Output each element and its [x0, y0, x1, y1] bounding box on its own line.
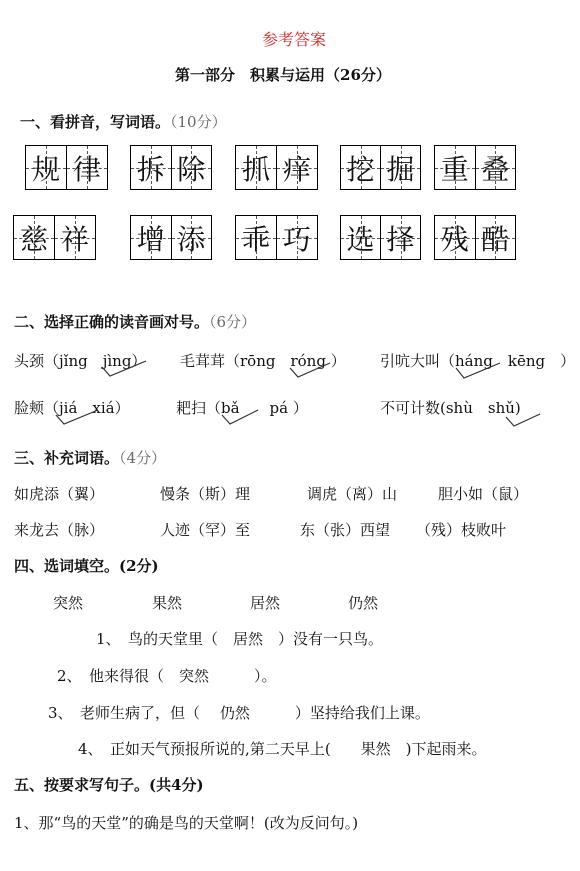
word-char: 增	[136, 222, 165, 256]
word-char: 掘	[386, 152, 415, 186]
pinyin-item: 毛茸茸（rōng róng ）	[180, 352, 346, 370]
section3-title: 三、补充词语。	[14, 449, 120, 467]
section3-points: （4分）	[119, 449, 167, 467]
word-option: 居然	[250, 594, 281, 612]
idiom-item: （残）枝败叶	[416, 521, 507, 539]
word-option: 突然	[53, 594, 84, 612]
word-box	[434, 215, 516, 260]
pinyin-item: 不可计数(shù shǔ)	[380, 399, 521, 417]
word-char: 乖	[241, 222, 270, 256]
word-char: 酷	[481, 222, 510, 256]
grid-cell	[236, 216, 276, 259]
pinyin-item: 耙扫（bǎ pá ）	[176, 399, 308, 417]
word-char: 选	[346, 222, 375, 256]
section1-points: （10分）	[170, 113, 227, 131]
word-option: 果然	[152, 594, 183, 612]
idiom-item: 如虎添（翼）	[14, 485, 105, 503]
grid-cell	[475, 216, 516, 259]
grid-cell	[435, 146, 475, 189]
fill-sentence: 4、 正如天气预报所说的,第二天早上( 果然 )下起雨来。	[78, 740, 487, 758]
grid-cell	[276, 146, 317, 189]
word-char: 拆	[136, 152, 165, 186]
word-box	[130, 145, 212, 190]
grid-cell	[66, 146, 107, 189]
pinyin-item: 头颈（jǐng jìng）	[14, 352, 147, 370]
word-char: 律	[72, 152, 101, 186]
section2-points: （6分）	[209, 313, 257, 331]
word-box	[235, 145, 318, 190]
grid-cell	[276, 216, 317, 259]
grid-cell	[26, 146, 66, 189]
grid-cell	[236, 146, 276, 189]
section3-heading	[14, 447, 166, 468]
word-char: 择	[386, 222, 415, 256]
fill-sentence: 3、 老师生病了，但（ 仍然 ）坚持给我们上课。	[48, 704, 430, 722]
grid-cell	[171, 216, 212, 259]
idiom-item: 慢条（斯）理	[160, 485, 251, 503]
idiom-item: 胆小如（鼠）	[438, 485, 529, 503]
word-char: 痒	[282, 152, 311, 186]
grid-cell	[435, 216, 475, 259]
pinyin-item: 脸颊（jiá xiá）	[14, 399, 130, 417]
fill-sentence: 2、 他来得很（ 突然 ）。	[57, 667, 277, 685]
word-box	[235, 215, 318, 260]
word-char: 规	[31, 152, 60, 186]
grid-cell	[171, 146, 212, 189]
section2-title: 二、选择正确的读音画对号。	[14, 313, 210, 331]
grid-cell	[54, 216, 95, 259]
grid-cell	[380, 216, 420, 259]
word-box	[130, 215, 212, 260]
grid-cell	[131, 146, 171, 189]
answer-title: 参考答案	[262, 30, 327, 49]
section1-title: 一、看拼音，写词语。	[20, 113, 171, 131]
section5-question: 1、那“鸟的天堂”的确是鸟的天堂啊！(改为反问句。)	[14, 814, 359, 832]
word-char: 慈	[19, 222, 48, 256]
idiom-item: 来龙去（脉）	[14, 521, 105, 539]
word-box	[434, 145, 516, 190]
pinyin-item: 引吭大叫（háng kēng ）	[380, 352, 576, 370]
word-char: 除	[177, 152, 206, 186]
word-box	[340, 215, 421, 260]
word-box	[13, 215, 96, 260]
grid-cell	[380, 146, 420, 189]
fill-sentence: 1、 鸟的天堂里（ 居然 ）没有一只鸟。	[96, 630, 384, 648]
section2-heading	[14, 311, 256, 332]
idiom-item: 人迹（罕）至	[160, 521, 251, 539]
section5-title: 五、按要求写句子。(共4分)	[14, 776, 204, 794]
grid-cell	[341, 216, 380, 259]
grid-cell	[14, 216, 54, 259]
word-option: 仍然	[348, 594, 379, 612]
grid-cell	[341, 146, 380, 189]
idiom-item: 东（张）西望	[300, 521, 391, 539]
word-char: 抓	[241, 152, 270, 186]
word-char: 巧	[282, 222, 311, 256]
grid-cell	[475, 146, 516, 189]
grid-cell	[131, 216, 171, 259]
word-char: 祥	[60, 222, 89, 256]
word-box	[340, 145, 421, 190]
word-char: 添	[177, 222, 206, 256]
section1-heading	[20, 111, 227, 132]
word-box	[25, 145, 108, 190]
word-char: 重	[440, 152, 469, 186]
word-char: 残	[440, 222, 469, 256]
word-char: 挖	[346, 152, 375, 186]
section4-title: 四、选词填空。(2分)	[14, 557, 159, 575]
word-char: 叠	[481, 152, 510, 186]
idiom-item: 调虎（离）山	[307, 485, 398, 503]
part-title: 第一部分 积累与运用（26分）	[175, 66, 391, 84]
